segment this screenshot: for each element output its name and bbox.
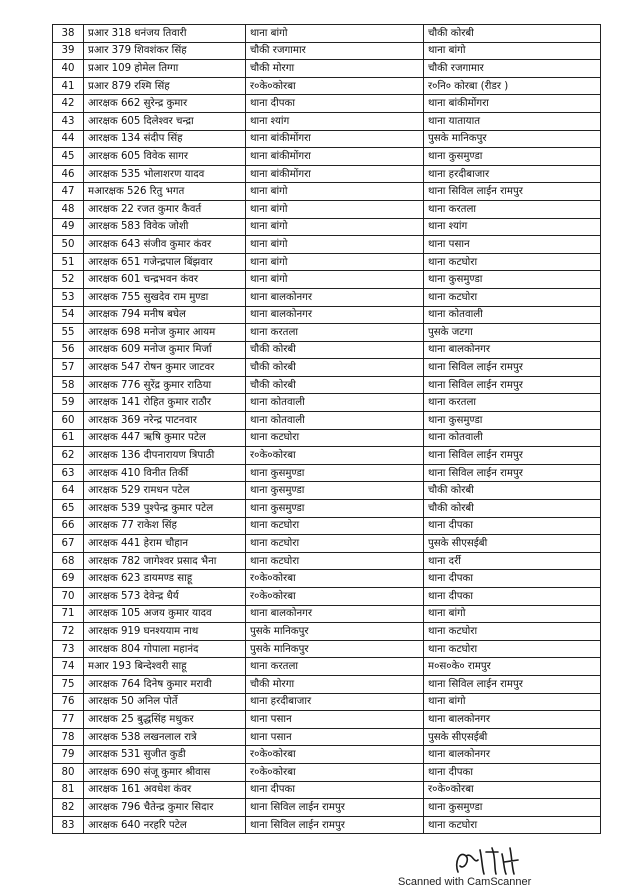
employee-name-cell: आरक्षक 796 चैतेन्द्र कुमार सिदार: [84, 799, 246, 817]
serial-number-cell: 56: [53, 341, 84, 359]
from-posting-cell: थाना बांगो: [246, 236, 424, 254]
employee-name-cell: आरक्षक 50 अनिल पोर्ते: [84, 693, 246, 711]
table-row: [53, 658, 601, 676]
employee-name-cell: आरक्षक 136 दीपनारायण त्रिपाठी: [84, 447, 246, 465]
table-row: [53, 799, 601, 817]
table-row: [53, 552, 601, 570]
employee-name-cell: आरक्षक 609 मनोज कुमार मिर्जा: [84, 341, 246, 359]
employee-name-cell: आरक्षक 105 अजय कुमार यादव: [84, 605, 246, 623]
table-row: [53, 324, 601, 342]
employee-name-cell: आरक्षक 919 घनश्ययाम नाथ: [84, 623, 246, 641]
employee-name-cell: आरक्षक 161 अवधेश कंवर: [84, 781, 246, 799]
employee-name-cell: आरक्षक 623 डायमण्ड साहू: [84, 570, 246, 588]
serial-number-cell: 55: [53, 324, 84, 342]
table-row: [53, 95, 601, 113]
to-posting-cell: थाना सिविल लाईन रामपुर: [424, 183, 601, 201]
to-posting-cell: थाना हरदीबाजार: [424, 165, 601, 183]
serial-number-cell: 76: [53, 693, 84, 711]
table-row: [53, 359, 601, 377]
from-posting-cell: पुसके मानिकपुर: [246, 640, 424, 658]
from-posting-cell: थाना कोतवाली: [246, 412, 424, 430]
table-row: [53, 570, 601, 588]
to-posting-cell: पुसके जटगा: [424, 324, 601, 342]
to-posting-cell: थाना श्यांग: [424, 218, 601, 236]
to-posting-cell: थाना यातायात: [424, 112, 601, 130]
table-row: [53, 711, 601, 729]
serial-number-cell: 45: [53, 148, 84, 166]
to-posting-cell: थाना सिविल लाईन रामपुर: [424, 675, 601, 693]
to-posting-cell: पुसके सीएसईबी: [424, 728, 601, 746]
to-posting-cell: थाना दीपका: [424, 570, 601, 588]
from-posting-cell: थाना बांकीमोंगरा: [246, 130, 424, 148]
to-posting-cell: थाना करतला: [424, 394, 601, 412]
serial-number-cell: 68: [53, 552, 84, 570]
table-row: [53, 517, 601, 535]
employee-name-cell: आरक्षक 764 दिनेष कुमार मरावी: [84, 675, 246, 693]
serial-number-cell: 41: [53, 77, 84, 95]
table-row: [53, 77, 601, 95]
employee-name-cell: आरक्षक 22 रजत कुमार कैवर्त: [84, 200, 246, 218]
table-row: [53, 429, 601, 447]
from-posting-cell: र०के०कोरबा: [246, 746, 424, 764]
from-posting-cell: र०के०कोरबा: [246, 570, 424, 588]
to-posting-cell: थाना बालकोनगर: [424, 746, 601, 764]
serial-number-cell: 43: [53, 112, 84, 130]
to-posting-cell: थाना बांकीमोंगरा: [424, 95, 601, 113]
employee-name-cell: आरक्षक 804 गोपाला महानंद: [84, 640, 246, 658]
employee-name-cell: आरक्षक 25 बुद्धसिंह मधुकर: [84, 711, 246, 729]
from-posting-cell: थाना कुसमुण्डा: [246, 482, 424, 500]
table-row: [53, 218, 601, 236]
from-posting-cell: थाना सिविल लाईन रामपुर: [246, 816, 424, 834]
serial-number-cell: 57: [53, 359, 84, 377]
from-posting-cell: र०के०कोरबा: [246, 763, 424, 781]
serial-number-cell: 74: [53, 658, 84, 676]
employee-name-cell: आरक्षक 662 सुरेन्द्र कुमार: [84, 95, 246, 113]
table-row: [53, 306, 601, 324]
from-posting-cell: थाना पसान: [246, 728, 424, 746]
to-posting-cell: थाना कोतवाली: [424, 306, 601, 324]
to-posting-cell: थाना सिविल लाईन रामपुर: [424, 464, 601, 482]
table-row: [53, 341, 601, 359]
from-posting-cell: चौकी रजगामार: [246, 42, 424, 60]
employee-name-cell: आरक्षक 447 ऋषि कुमार पटेल: [84, 429, 246, 447]
serial-number-cell: 77: [53, 711, 84, 729]
to-posting-cell: चौकी रजगामार: [424, 60, 601, 78]
from-posting-cell: थाना बांगो: [246, 253, 424, 271]
table-row: [53, 394, 601, 412]
serial-number-cell: 63: [53, 464, 84, 482]
from-posting-cell: थाना कटघोरा: [246, 552, 424, 570]
employee-name-cell: प्रआर 379 शिवशंकर सिंह: [84, 42, 246, 60]
from-posting-cell: थाना श्यांग: [246, 112, 424, 130]
to-posting-cell: पुसके सीएसईबी: [424, 535, 601, 553]
table-row: [53, 588, 601, 606]
table-row: [53, 746, 601, 764]
serial-number-cell: 69: [53, 570, 84, 588]
to-posting-cell: थाना बालकोनगर: [424, 341, 601, 359]
from-posting-cell: थाना कुसमुण्डा: [246, 500, 424, 518]
to-posting-cell: र०के०कोरबा: [424, 781, 601, 799]
to-posting-cell: र०नि० कोरबा (रीडर ): [424, 77, 601, 95]
employee-name-cell: आरक्षक 529 रामधन पटेल: [84, 482, 246, 500]
from-posting-cell: चौकी कोरबी: [246, 341, 424, 359]
from-posting-cell: थाना कुसमुण्डा: [246, 464, 424, 482]
to-posting-cell: थाना कुसमुण्डा: [424, 412, 601, 430]
from-posting-cell: थाना हरदीबाजार: [246, 693, 424, 711]
table-row: [53, 728, 601, 746]
from-posting-cell: थाना बांकीमोंगरा: [246, 165, 424, 183]
employee-name-cell: आरक्षक 134 संदीप सिंह: [84, 130, 246, 148]
to-posting-cell: थाना कटघोरा: [424, 288, 601, 306]
employee-name-cell: आरक्षक 547 रोषन कुमार जाटवर: [84, 359, 246, 377]
employee-name-cell: प्रआर 879 रश्मि सिंह: [84, 77, 246, 95]
from-posting-cell: र०के०कोरबा: [246, 588, 424, 606]
employee-name-cell: आरक्षक 794 मनीष बघेल: [84, 306, 246, 324]
to-posting-cell: थाना सिविल लाईन रामपुर: [424, 376, 601, 394]
table-row: [53, 288, 601, 306]
from-posting-cell: थाना बांकीमोंगरा: [246, 148, 424, 166]
to-posting-cell: पुसके मानिकपुर: [424, 130, 601, 148]
to-posting-cell: चौकी कोरबी: [424, 500, 601, 518]
table-row: [53, 271, 601, 289]
employee-name-cell: आरक्षक 531 सुजीत कुडी: [84, 746, 246, 764]
employee-name-cell: आरक्षक 535 भोलाशरण यादव: [84, 165, 246, 183]
table-row: [53, 200, 601, 218]
from-posting-cell: थाना कोतवाली: [246, 394, 424, 412]
table-row: [53, 60, 601, 78]
serial-number-cell: 51: [53, 253, 84, 271]
from-posting-cell: थाना बालकोनगर: [246, 306, 424, 324]
from-posting-cell: थाना दीपका: [246, 95, 424, 113]
employee-name-cell: आरक्षक 441 हेराम चौहान: [84, 535, 246, 553]
to-posting-cell: थाना बांगो: [424, 605, 601, 623]
from-posting-cell: र०के०कोरबा: [246, 77, 424, 95]
from-posting-cell: चौकी मोरगा: [246, 60, 424, 78]
serial-number-cell: 61: [53, 429, 84, 447]
to-posting-cell: थाना दीपका: [424, 588, 601, 606]
to-posting-cell: थाना दीपका: [424, 517, 601, 535]
serial-number-cell: 54: [53, 306, 84, 324]
serial-number-cell: 75: [53, 675, 84, 693]
employee-name-cell: आरक्षक 369 नरेन्द्र पाटनवार: [84, 412, 246, 430]
employee-name-cell: आरक्षक 583 विवेक जोशी: [84, 218, 246, 236]
employee-name-cell: आरक्षक 410 विनीत तिर्की: [84, 464, 246, 482]
from-posting-cell: थाना बांगो: [246, 218, 424, 236]
to-posting-cell: थाना कटघोरा: [424, 623, 601, 641]
from-posting-cell: थाना करतला: [246, 324, 424, 342]
serial-number-cell: 52: [53, 271, 84, 289]
table-row: [53, 781, 601, 799]
serial-number-cell: 66: [53, 517, 84, 535]
table-row: [53, 623, 601, 641]
table-row: [53, 482, 601, 500]
employee-name-cell: प्रआर 318 धनंजय तिवारी: [84, 25, 246, 43]
serial-number-cell: 80: [53, 763, 84, 781]
employee-name-cell: आरक्षक 539 पुश्पेन्द्र कुमार पटेल: [84, 500, 246, 518]
employee-name-cell: प्रआर 109 होमेल तिग्गा: [84, 60, 246, 78]
from-posting-cell: थाना बांगो: [246, 200, 424, 218]
table-row: [53, 412, 601, 430]
table-row: [53, 376, 601, 394]
employee-name-cell: आरक्षक 605 दिलेश्वर चन्द्रा: [84, 112, 246, 130]
table-row: [53, 112, 601, 130]
to-posting-cell: थाना कुसमुण्डा: [424, 148, 601, 166]
employee-name-cell: आरक्षक 651 गजेन्द्रपाल बिंझवार: [84, 253, 246, 271]
to-posting-cell: थाना दीपका: [424, 763, 601, 781]
table-row: [53, 183, 601, 201]
serial-number-cell: 53: [53, 288, 84, 306]
to-posting-cell: थाना कटघोरा: [424, 253, 601, 271]
serial-number-cell: 58: [53, 376, 84, 394]
to-posting-cell: थाना बांगो: [424, 693, 601, 711]
employee-name-cell: आरक्षक 538 लखनलाल रात्रे: [84, 728, 246, 746]
employee-name-cell: आरक्षक 640 नरहरि पटेल: [84, 816, 246, 834]
from-posting-cell: थाना कटघोरा: [246, 517, 424, 535]
transfer-table-body: [53, 25, 601, 834]
from-posting-cell: थाना पसान: [246, 711, 424, 729]
serial-number-cell: 49: [53, 218, 84, 236]
from-posting-cell: चौकी कोरबी: [246, 376, 424, 394]
scanner-footer: Scanned with CamScanner: [398, 876, 532, 888]
transfer-list: [52, 24, 600, 834]
employee-name-cell: आरक्षक 776 सुरेंद्र कुमार राठिया: [84, 376, 246, 394]
from-posting-cell: र०के०कोरबा: [246, 447, 424, 465]
employee-name-cell: आरक्षक 698 मनोज कुमार आयम: [84, 324, 246, 342]
employee-name-cell: आरक्षक 77 राकेश सिंह: [84, 517, 246, 535]
from-posting-cell: थाना बालकोनगर: [246, 605, 424, 623]
serial-number-cell: 79: [53, 746, 84, 764]
signature: [452, 842, 532, 878]
to-posting-cell: थाना कुसमुण्डा: [424, 799, 601, 817]
employee-name-cell: आरक्षक 643 संजीव कुमार कंवर: [84, 236, 246, 254]
table-row: [53, 675, 601, 693]
from-posting-cell: चौकी मोरगा: [246, 675, 424, 693]
serial-number-cell: 78: [53, 728, 84, 746]
table-row: [53, 605, 601, 623]
from-posting-cell: थाना बांगो: [246, 183, 424, 201]
from-posting-cell: थाना बालकोनगर: [246, 288, 424, 306]
table-row: [53, 447, 601, 465]
to-posting-cell: थाना कटघोरा: [424, 640, 601, 658]
serial-number-cell: 40: [53, 60, 84, 78]
table-row: [53, 640, 601, 658]
table-row: [53, 25, 601, 43]
from-posting-cell: थाना दीपका: [246, 781, 424, 799]
serial-number-cell: 60: [53, 412, 84, 430]
serial-number-cell: 59: [53, 394, 84, 412]
serial-number-cell: 42: [53, 95, 84, 113]
from-posting-cell: थाना सिविल लाईन रामपुर: [246, 799, 424, 817]
serial-number-cell: 47: [53, 183, 84, 201]
serial-number-cell: 70: [53, 588, 84, 606]
from-posting-cell: थाना करतला: [246, 658, 424, 676]
serial-number-cell: 64: [53, 482, 84, 500]
serial-number-cell: 83: [53, 816, 84, 834]
to-posting-cell: थाना सिविल लाईन रामपुर: [424, 359, 601, 377]
to-posting-cell: थाना करतला: [424, 200, 601, 218]
serial-number-cell: 50: [53, 236, 84, 254]
serial-number-cell: 81: [53, 781, 84, 799]
table-row: [53, 763, 601, 781]
employee-name-cell: आरक्षक 605 विवेक सागर: [84, 148, 246, 166]
table-row: [53, 464, 601, 482]
table-row: [53, 165, 601, 183]
to-posting-cell: म०स०के० रामपुर: [424, 658, 601, 676]
table-row: [53, 253, 601, 271]
serial-number-cell: 44: [53, 130, 84, 148]
from-posting-cell: थाना बांगो: [246, 25, 424, 43]
table-row: [53, 148, 601, 166]
employee-name-cell: मआरक्षक 526 रितु भगत: [84, 183, 246, 201]
to-posting-cell: थाना कोतवाली: [424, 429, 601, 447]
serial-number-cell: 39: [53, 42, 84, 60]
to-posting-cell: थाना कटघोरा: [424, 816, 601, 834]
employee-name-cell: मआर 193 बिन्देश्वरी साहू: [84, 658, 246, 676]
employee-name-cell: आरक्षक 755 सुखदेव राम मुण्डा: [84, 288, 246, 306]
table-row: [53, 42, 601, 60]
employee-name-cell: आरक्षक 782 जागेश्वर प्रसाद भैना: [84, 552, 246, 570]
transfer-table: [52, 24, 601, 834]
from-posting-cell: थाना कटघोरा: [246, 535, 424, 553]
employee-name-cell: आरक्षक 690 संजू कुमार श्रीवास: [84, 763, 246, 781]
table-row: [53, 236, 601, 254]
to-posting-cell: चौकी कोरबी: [424, 25, 601, 43]
serial-number-cell: 46: [53, 165, 84, 183]
table-row: [53, 130, 601, 148]
employee-name-cell: आरक्षक 601 चन्द्रभवन कंवर: [84, 271, 246, 289]
from-posting-cell: थाना बांगो: [246, 271, 424, 289]
serial-number-cell: 72: [53, 623, 84, 641]
from-posting-cell: पुसके मानिकपुर: [246, 623, 424, 641]
serial-number-cell: 38: [53, 25, 84, 43]
employee-name-cell: आरक्षक 573 देवेन्द्र धैर्य: [84, 588, 246, 606]
to-posting-cell: थाना पसान: [424, 236, 601, 254]
serial-number-cell: 48: [53, 200, 84, 218]
serial-number-cell: 71: [53, 605, 84, 623]
to-posting-cell: थाना दर्री: [424, 552, 601, 570]
table-row: [53, 816, 601, 834]
from-posting-cell: थाना कटघोरा: [246, 429, 424, 447]
table-row: [53, 535, 601, 553]
employee-name-cell: आरक्षक 141 रोहित कुमार राठौर: [84, 394, 246, 412]
table-row: [53, 693, 601, 711]
table-row: [53, 500, 601, 518]
serial-number-cell: 65: [53, 500, 84, 518]
serial-number-cell: 73: [53, 640, 84, 658]
serial-number-cell: 67: [53, 535, 84, 553]
to-posting-cell: चौकी कोरबी: [424, 482, 601, 500]
serial-number-cell: 82: [53, 799, 84, 817]
to-posting-cell: थाना सिविल लाईन रामपुर: [424, 447, 601, 465]
from-posting-cell: चौकी कोरबी: [246, 359, 424, 377]
to-posting-cell: थाना बांगो: [424, 42, 601, 60]
to-posting-cell: थाना कुसमुण्डा: [424, 271, 601, 289]
to-posting-cell: थाना बालकोनगर: [424, 711, 601, 729]
serial-number-cell: 62: [53, 447, 84, 465]
